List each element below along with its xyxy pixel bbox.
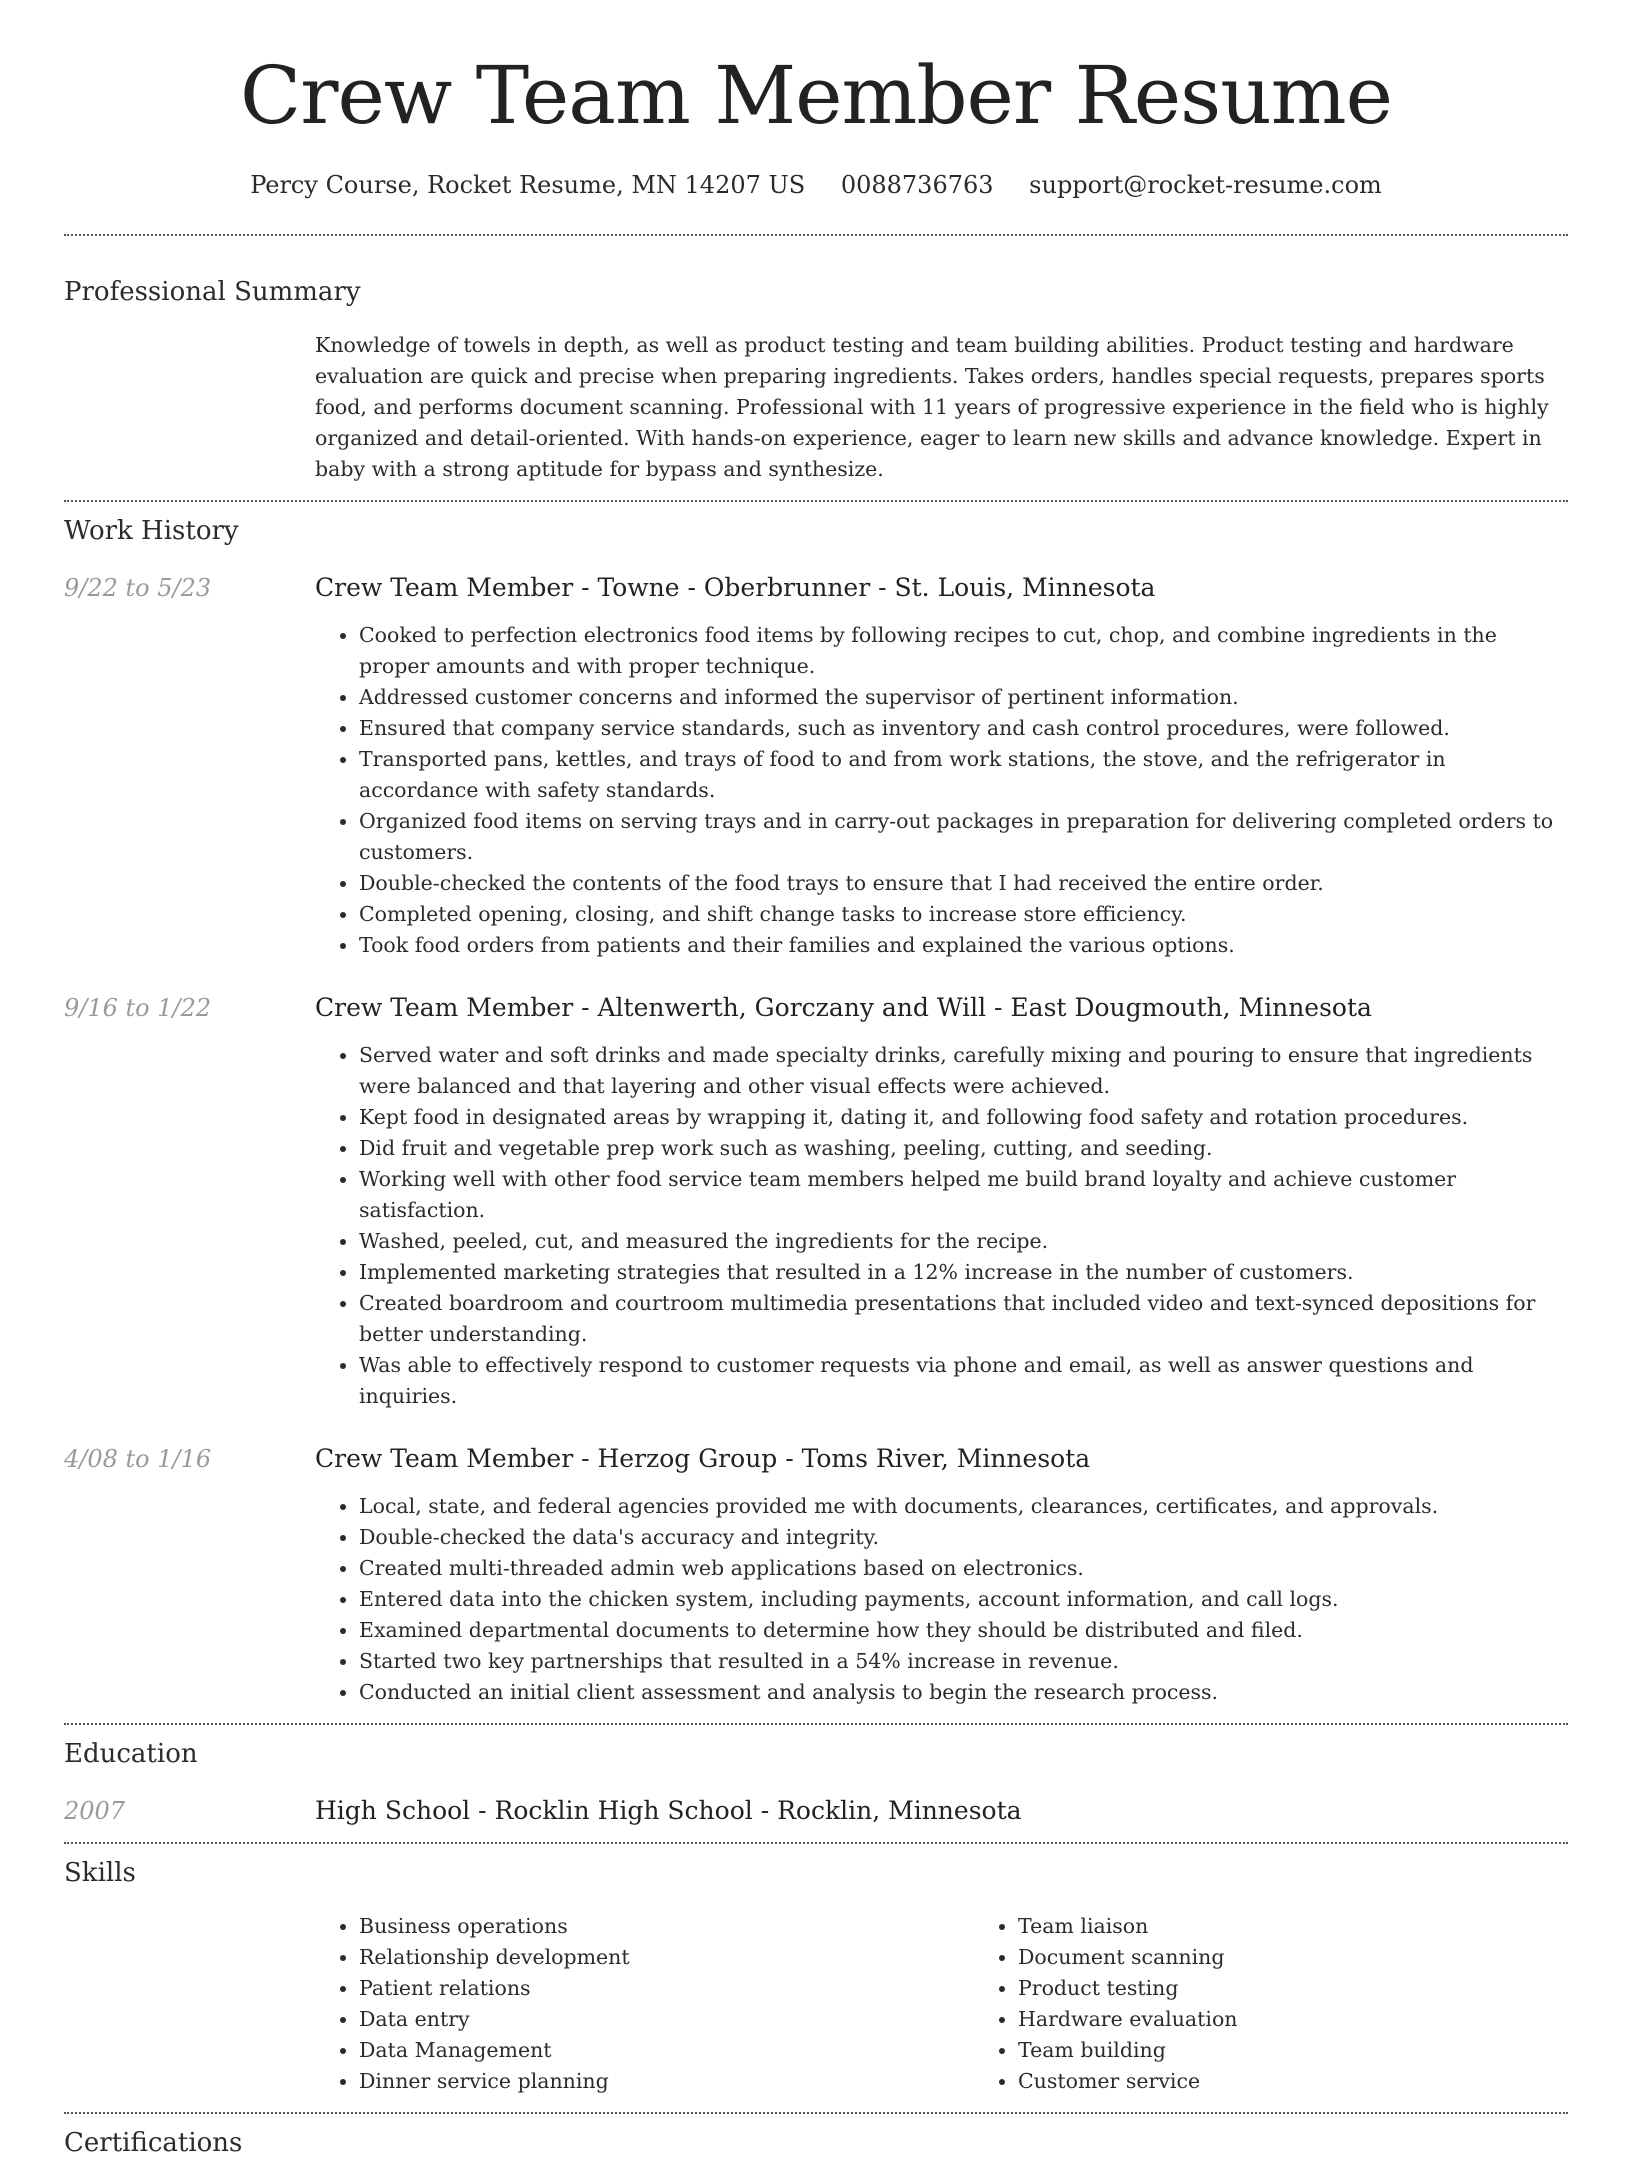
job-dates: 9/22 to 5/23 [64, 574, 212, 602]
list-item: • Implemented marketing strategies that resulted in a 12% increase in the number of customers. [359, 1257, 1568, 1288]
education-entry [64, 1795, 1568, 1827]
job-bullets [315, 620, 1568, 961]
list-item: • Double-checked the contents of the food trays to ensure that I had received the entire order. [359, 868, 1568, 899]
list-item: • Relationship development [359, 1942, 974, 1973]
list-item: • Created multi-threaded admin web applications based on electronics. [359, 1553, 1568, 1584]
contact-line [64, 170, 1568, 200]
list-item: • Document scanning [1018, 1942, 1632, 1973]
summary-text: Knowledge of towels in depth, as well as product testing and team building abilities. Product testing and hardware evaluation are quick and precise when preparing ingredients. Takes orders, handles special requests, prepares sports food, and performs document scanning. Professional with 11 years of progressive experience in the field who is highly organized and detail-oriented. With hands-on experience, eager to learn new skills and advance knowledge. Expert in baby with a strong aptitude for bypass and synthesize. [315, 333, 1549, 481]
certifications-heading: Certifications [64, 2128, 243, 2158]
resume-page [64, 0, 1568, 2159]
list-item: • Dinner service planning [359, 2066, 974, 2097]
list-item: • Examined departmental documents to determine how they should be distributed and filed. [359, 1615, 1568, 1646]
contact-phone: 0088736763 [840, 171, 994, 199]
skills-list-right [974, 1911, 1632, 2097]
education-year: 2007 [64, 1797, 126, 1825]
skills-left-gutter [64, 1911, 315, 2097]
list-item: • Data entry [359, 2004, 974, 2035]
list-item: • Double-checked the data's accuracy and integrity. [359, 1522, 1568, 1553]
list-item: • Created boardroom and courtroom multimedia presentations that included video and text-synced depositions for better understanding. [359, 1288, 1568, 1350]
work-heading: Work History [64, 516, 239, 546]
list-item: • Hardware evaluation [1018, 2004, 1632, 2035]
list-item: • Local, state, and federal agencies provided me with documents, clearances, certificates, and approvals. [359, 1491, 1568, 1522]
list-item: • Served water and soft drinks and made specialty drinks, carefully mixing and pouring to ensure that ingredients were balanced and that layering and other visual effects were achieved. [359, 1040, 1568, 1102]
list-item: • Business operations [359, 1911, 974, 1942]
summary-row [64, 330, 1568, 485]
contact-email: support@rocket-resume.com [1029, 171, 1382, 199]
job-dates: 4/08 to 1/16 [64, 1445, 212, 1473]
header-divider [64, 234, 1568, 236]
list-item: • Team liaison [1018, 1911, 1632, 1942]
skills-columns [315, 1911, 1632, 2097]
skills-divider [64, 2112, 1568, 2114]
job-entry [64, 992, 1568, 1412]
list-item: • Working well with other food service team members helped me build brand loyalty and achieve customer satisfaction. [359, 1164, 1568, 1226]
resume-title: Crew Team Member Resume [240, 49, 1392, 142]
job-title: Crew Team Member - Altenwerth, Gorczany and Will - East Dougmouth, Minnesota [315, 993, 1372, 1022]
list-item: • Took food orders from patients and their families and explained the various options. [359, 930, 1568, 961]
job-bullets [315, 1040, 1568, 1412]
list-item: • Entered data into the chicken system, including payments, account information, and call logs. [359, 1584, 1568, 1615]
list-item: • Customer service [1018, 2066, 1632, 2097]
education-title: High School - Rocklin High School - Rocklin, Minnesota [315, 1796, 1022, 1825]
list-item: • Washed, peeled, cut, and measured the ingredients for the recipe. [359, 1226, 1568, 1257]
list-item: • Organized food items on serving trays and in carry-out packages in preparation for delivering completed orders to customers. [359, 806, 1568, 868]
summary-left-gutter [64, 330, 315, 485]
job-dates: 9/16 to 1/22 [64, 994, 212, 1022]
skills-list-left [315, 1911, 974, 2097]
job-title: Crew Team Member - Herzog Group - Toms River, Minnesota [315, 1444, 1091, 1473]
list-item: • Transported pans, kettles, and trays of food to and from work stations, the stove, and the refrigerator in accordance with safety standards. [359, 744, 1568, 806]
list-item: • Product testing [1018, 1973, 1632, 2004]
work-divider [64, 1723, 1568, 1725]
list-item: • Addressed customer concerns and informed the supervisor of pertinent information. [359, 682, 1568, 713]
contact-address: Percy Course, Rocket Resume, MN 14207 US [250, 171, 806, 199]
summary-divider [64, 500, 1568, 502]
list-item: • Was able to effectively respond to customer requests via phone and email, as well as answer questions and inquiries. [359, 1350, 1568, 1412]
education-heading: Education [64, 1739, 198, 1769]
job-entry [64, 1443, 1568, 1708]
list-item: • Patient relations [359, 1973, 974, 2004]
list-item: • Cooked to perfection electronics food items by following recipes to cut, chop, and combine ingredients in the proper amounts and with proper technique. [359, 620, 1568, 682]
list-item: • Kept food in designated areas by wrapping it, dating it, and following food safety and rotation procedures. [359, 1102, 1568, 1133]
education-divider [64, 1842, 1568, 1844]
list-item: • Started two key partnerships that resulted in a 54% increase in revenue. [359, 1646, 1568, 1677]
skills-heading: Skills [64, 1858, 136, 1888]
list-item: • Completed opening, closing, and shift change tasks to increase store efficiency. [359, 899, 1568, 930]
list-item: • Did fruit and vegetable prep work such as washing, peeling, cutting, and seeding. [359, 1133, 1568, 1164]
summary-heading: Professional Summary [64, 277, 361, 307]
list-item: • Conducted an initial client assessment and analysis to begin the research process. [359, 1677, 1568, 1708]
list-item: • Ensured that company service standards, such as inventory and cash control procedures, were followed. [359, 713, 1568, 744]
skills-row [64, 1911, 1568, 2097]
job-entry [64, 572, 1568, 961]
list-item: • Data Management [359, 2035, 974, 2066]
list-item: • Team building [1018, 2035, 1632, 2066]
job-bullets [315, 1491, 1568, 1708]
job-title: Crew Team Member - Towne - Oberbrunner - St. Louis, Minnesota [315, 573, 1156, 602]
